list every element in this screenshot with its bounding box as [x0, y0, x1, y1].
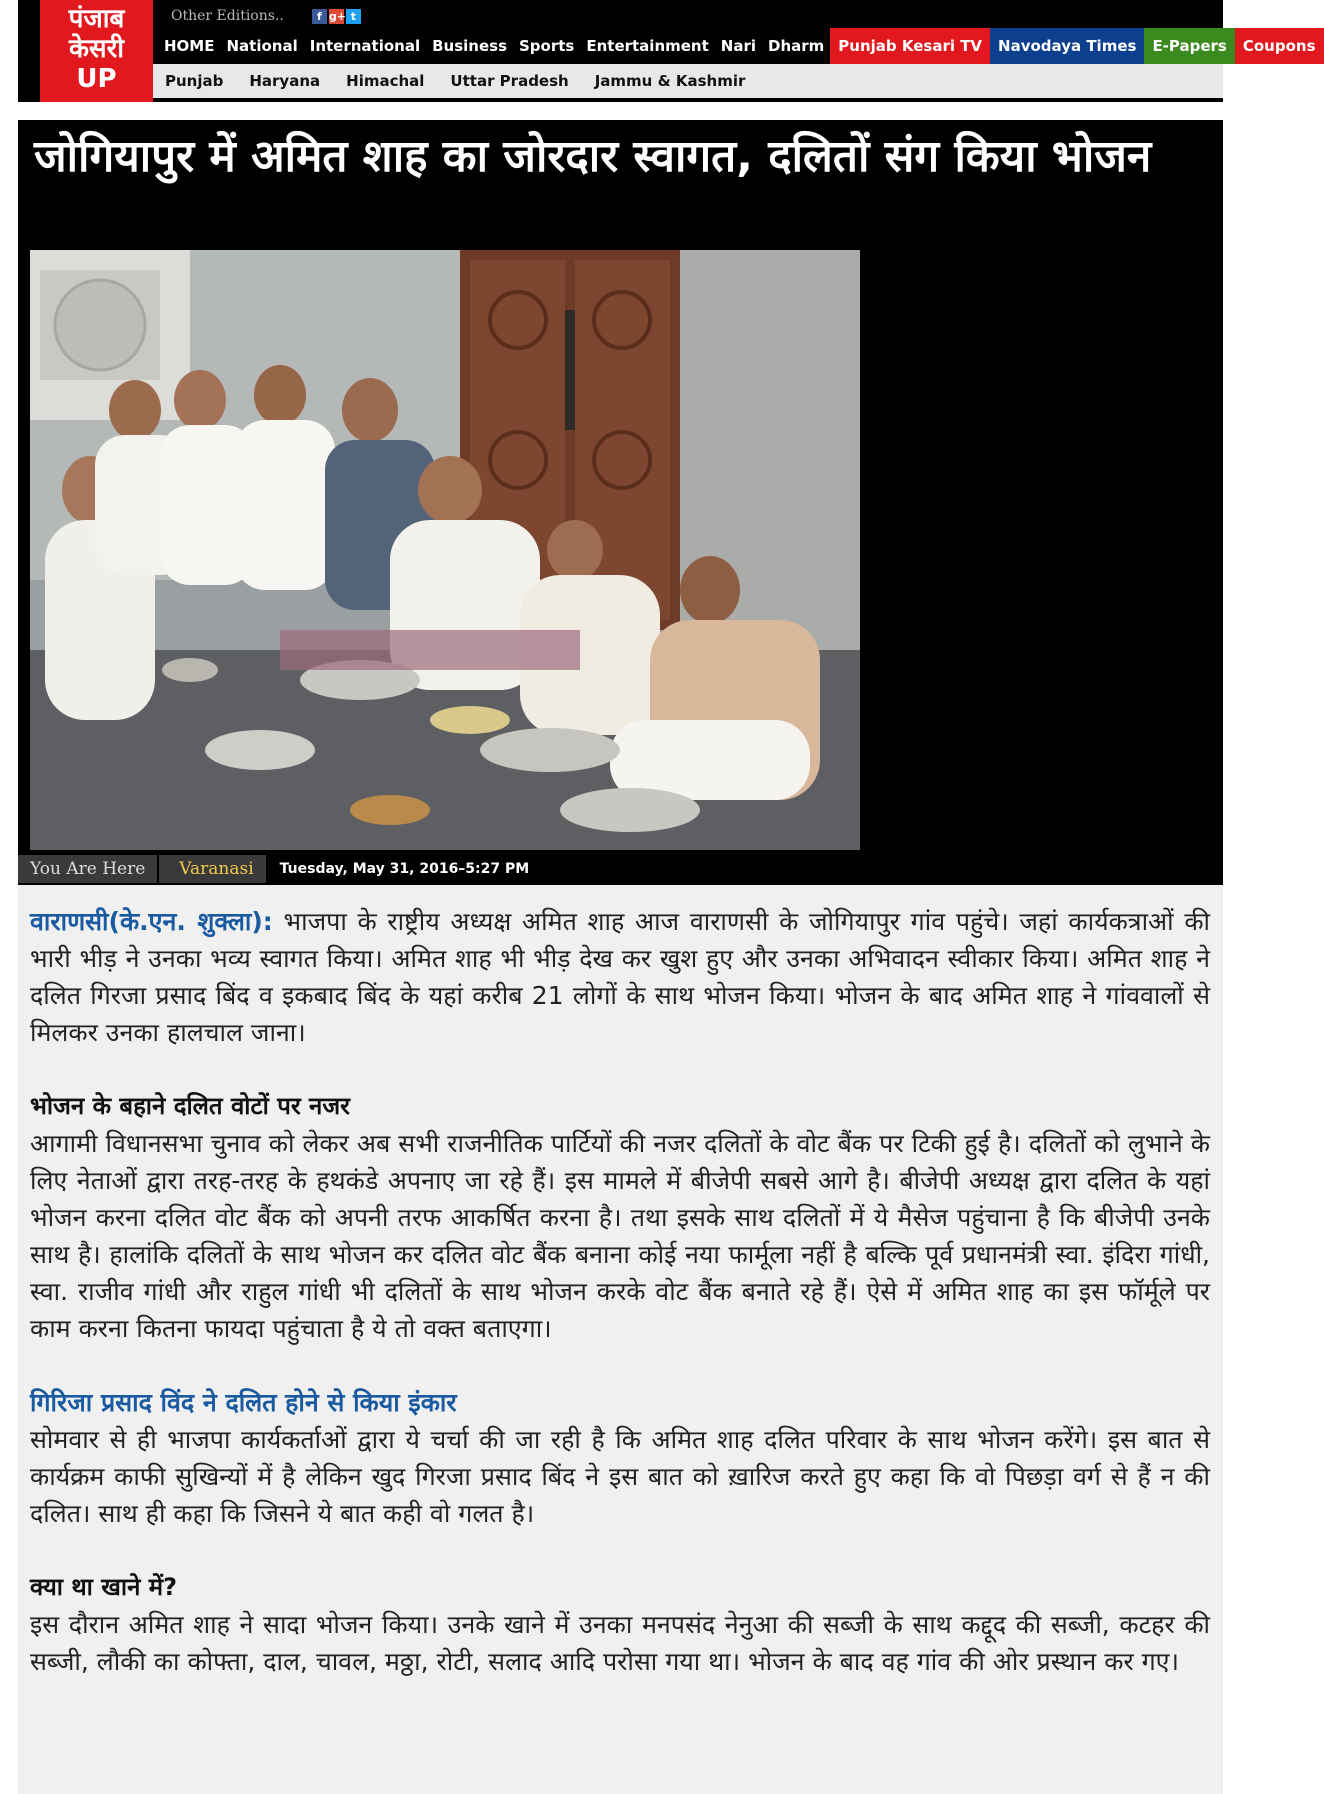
nav-e-papers[interactable]: E-Papers [1144, 28, 1234, 64]
other-editions [171, 6, 361, 26]
googleplus-icon[interactable]: g+ [328, 9, 346, 23]
sub-nav [153, 64, 1223, 98]
subnav-himachal[interactable]: Himachal [346, 72, 425, 90]
article-header [18, 120, 1223, 885]
intro-text: भाजपा के राष्ट्रीय अध्यक्ष अमित शाह आज वाराणसी के जोगियापुर गांव पहुंचे। जहां कार्यकत्राओं की भारी भीड़ ने उनका भव्य स्वागत किया। अमित शाह भी भीड़ देख कर खुश हुए और उनका अभिवादन स्वीकार किया। अमित शाह ने दलित गिरजा प्रसाद बिंद व इकबाद बिंद के यहां करीब 21 लोगों के साथ भोजन किया। भोजन के बाद अमित शाह ने गांववालों से मिलकर उनका हालचाल जाना। [30, 907, 1210, 1047]
facebook-icon[interactable]: f [312, 9, 327, 24]
site-logo[interactable] [40, 0, 153, 102]
article-photo [30, 250, 860, 850]
article-date: Tuesday, May 31, 2016–5:27 PM [279, 861, 530, 877]
section-2-title: गिरिजा प्रसाद विंद ने दलित होने से किया इंकार [30, 1388, 457, 1417]
nav-dharm[interactable]: Dharm [768, 37, 825, 55]
article-headline: जोगियापुर में अमित शाह का जोरदार स्वागत, दलितों संग किया भोजन [34, 131, 1152, 182]
nav-coupons[interactable]: Coupons [1235, 28, 1324, 64]
subnav-uttar-pradesh[interactable]: Uttar Pradesh [450, 72, 569, 90]
breadcrumb [18, 853, 1223, 885]
section-1-title: भोजन के बहाने दलित वोटों पर नजर [30, 1092, 350, 1120]
site-header [18, 0, 1316, 102]
nav-international[interactable]: International [309, 37, 421, 55]
section-1-text: आगामी विधानसभा चुनाव को लेकर अब सभी राजनीतिक पार्टियों की नजर दलितों के वोट बैंक पर टिकी हुई है। दलितों को लुभाने के लिए नेताओं द्वारा तरह-तरह के हथकंडे अपनाए जा रहे हैं। इस मामले में बीजेपी सबसे आगे है। बीजेपी अध्यक्ष द्वारा दलित के यहां भोजन करना दलित वोट बैंक को अपनी तरफ आकर्षित करना है। तथा इसके साथ दलितों में ये मैसेज पहुंचाना है कि बीजेपी उनके साथ है। हालांकि दलितों के साथ भोजन कर दलित वोट बैंक बनाना कोई नया फार्मूला नहीं है बल्कि पूर्व प्रधानमंत्री स्वा. इंदिरा गांधी, स्वा. राजीव गांधी और राहुल गांधी भी दलितों के साथ भोजन करके वोट बैंक बनाते रहे हैं। ऐसे में अमित शाह का इस फॉर्मूले पर काम करना कितना फायदा पहुंचाता है ये तो वक्त बताएगा। [30, 1129, 1210, 1343]
subnav-punjab[interactable]: Punjab [165, 72, 224, 90]
nav-sports[interactable]: Sports [519, 37, 575, 55]
nav-punjab-kesari-tv[interactable]: Punjab Kesari TV [830, 28, 990, 64]
article-byline: वाराणसी(के.एन. शुक्ला): [30, 907, 273, 936]
logo-line-1: पंजाब [68, 4, 125, 34]
article-body [18, 885, 1223, 1794]
section-3-title: क्या था खाने में? [30, 1573, 178, 1601]
breadcrumb-you-are-here: You Are Here [18, 855, 157, 883]
nav-home[interactable]: HOME [164, 37, 215, 55]
intro-paragraph [30, 903, 1210, 1051]
section-2-text: सोमवार से ही भाजपा कार्यकर्ताओं द्वारा ये चर्चा की जा रही है कि अमित शाह दलित परिवार के साथ भोजन करेंगे। इस बात से कार्यक्रम काफी सुखिन्यों में है लेकिन खुद गिरजा प्रसाद बिंद ने इस बात को ख़ारिज करते हुए कहा कि वो पिछड़ा वर्ग से हैं न की दलित। साथ ही कहा कि जिसने ये बात कही वो गलत है। [30, 1425, 1210, 1528]
article-content [30, 903, 1210, 1680]
nav-entertainment[interactable]: Entertainment [586, 37, 709, 55]
social-links [312, 9, 361, 24]
section-3-text: इस दौरान अमित शाह ने सादा भोजन किया। उनके खाने में उनका मनपसंद नेनुआ की सब्जी के साथ कद्दूद की सब्जी, कटहर की सब्जी, लौकी का कोफ्ता, दाल, चावल, मठ्ठा, रोटी, सलाद आदि परोसा गया था। भोजन के बाद वह गांव की ओर प्रस्थान कर गए। [30, 1610, 1210, 1676]
nav-business[interactable]: Business [432, 37, 507, 55]
logo-line-3: UP [76, 64, 117, 94]
other-editions-link[interactable]: Other Editions.. [171, 8, 284, 24]
main-nav [158, 28, 1324, 64]
logo-line-2: केसरी [69, 34, 124, 64]
nav-nari[interactable]: Nari [720, 37, 756, 55]
breadcrumb-city[interactable]: Varanasi [159, 855, 265, 883]
article-photo-illustration [30, 250, 860, 850]
twitter-icon[interactable]: t [346, 9, 361, 24]
subnav-jammu-kashmir[interactable]: Jammu & Kashmir [594, 72, 746, 90]
nav-national[interactable]: National [226, 37, 298, 55]
subnav-haryana[interactable]: Haryana [249, 72, 321, 90]
nav-navodaya-times[interactable]: Navodaya Times [990, 28, 1144, 64]
